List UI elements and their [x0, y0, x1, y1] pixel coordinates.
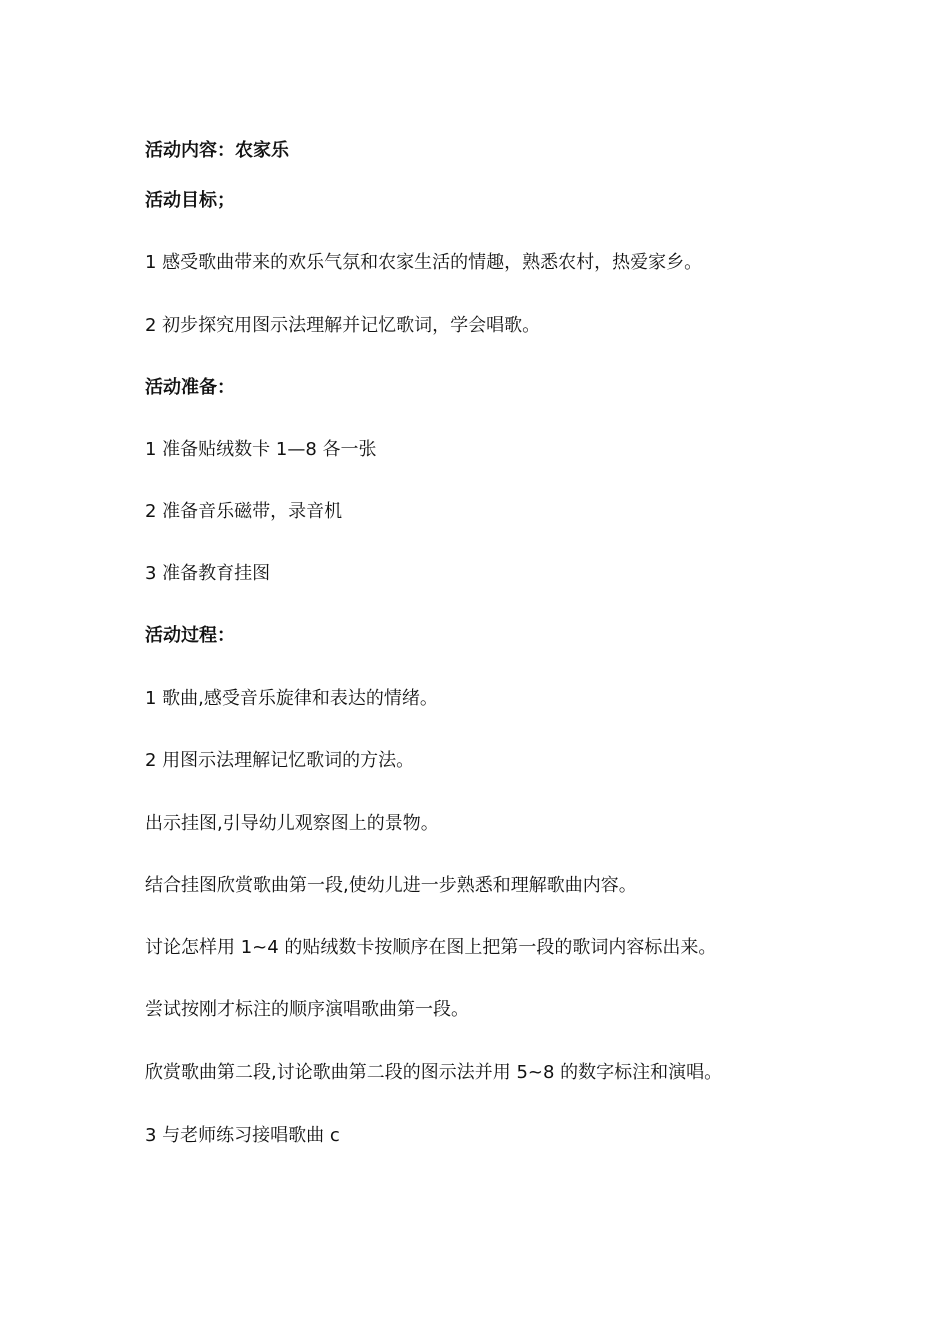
process-item-2: 2 用图示法理解记忆歌词的方法。	[145, 750, 415, 771]
process-step-appreciate-first: 结合挂图欣赏歌曲第一段,使幼儿进一步熟悉和理解歌曲内容。	[145, 875, 637, 896]
activity-goals-heading: 活动目标；	[145, 190, 235, 211]
process-step-observe: 出示挂图,引导幼儿观察图上的景物。	[145, 813, 439, 834]
activity-process-heading: 活动过程：	[145, 625, 235, 646]
process-item-1: 1 歌曲,感受音乐旋律和表达的情绪。	[145, 688, 438, 709]
process-item-3: 3 与老师练习接唱歌曲 c	[145, 1125, 340, 1146]
process-step-appreciate-second: 欣赏歌曲第二段,讨论歌曲第二段的图示法并用 5~8 的数字标注和演唱。	[145, 1062, 723, 1083]
process-step-discuss-cards: 讨论怎样用 1~4 的贴绒数卡按顺序在图上把第一段的歌词内容标出来。	[145, 937, 717, 958]
preparation-item-3: 3 准备教育挂图	[145, 563, 271, 584]
activity-preparation-heading: 活动准备：	[145, 377, 235, 398]
goal-item-2: 2 初步探究用图示法理解并记忆歌词，学会唱歌。	[145, 315, 541, 336]
process-step-try-singing: 尝试按刚才标注的顺序演唱歌曲第一段。	[145, 999, 469, 1020]
preparation-item-1: 1 准备贴绒数卡 1—8 各一张	[145, 439, 377, 460]
preparation-item-2: 2 准备音乐磁带，录音机	[145, 501, 343, 522]
goal-item-1: 1 感受歌曲带来的欢乐气氛和农家生活的情趣，熟悉农村，热爱家乡。	[145, 252, 703, 273]
activity-content-heading: 活动内容：农家乐	[145, 140, 289, 161]
